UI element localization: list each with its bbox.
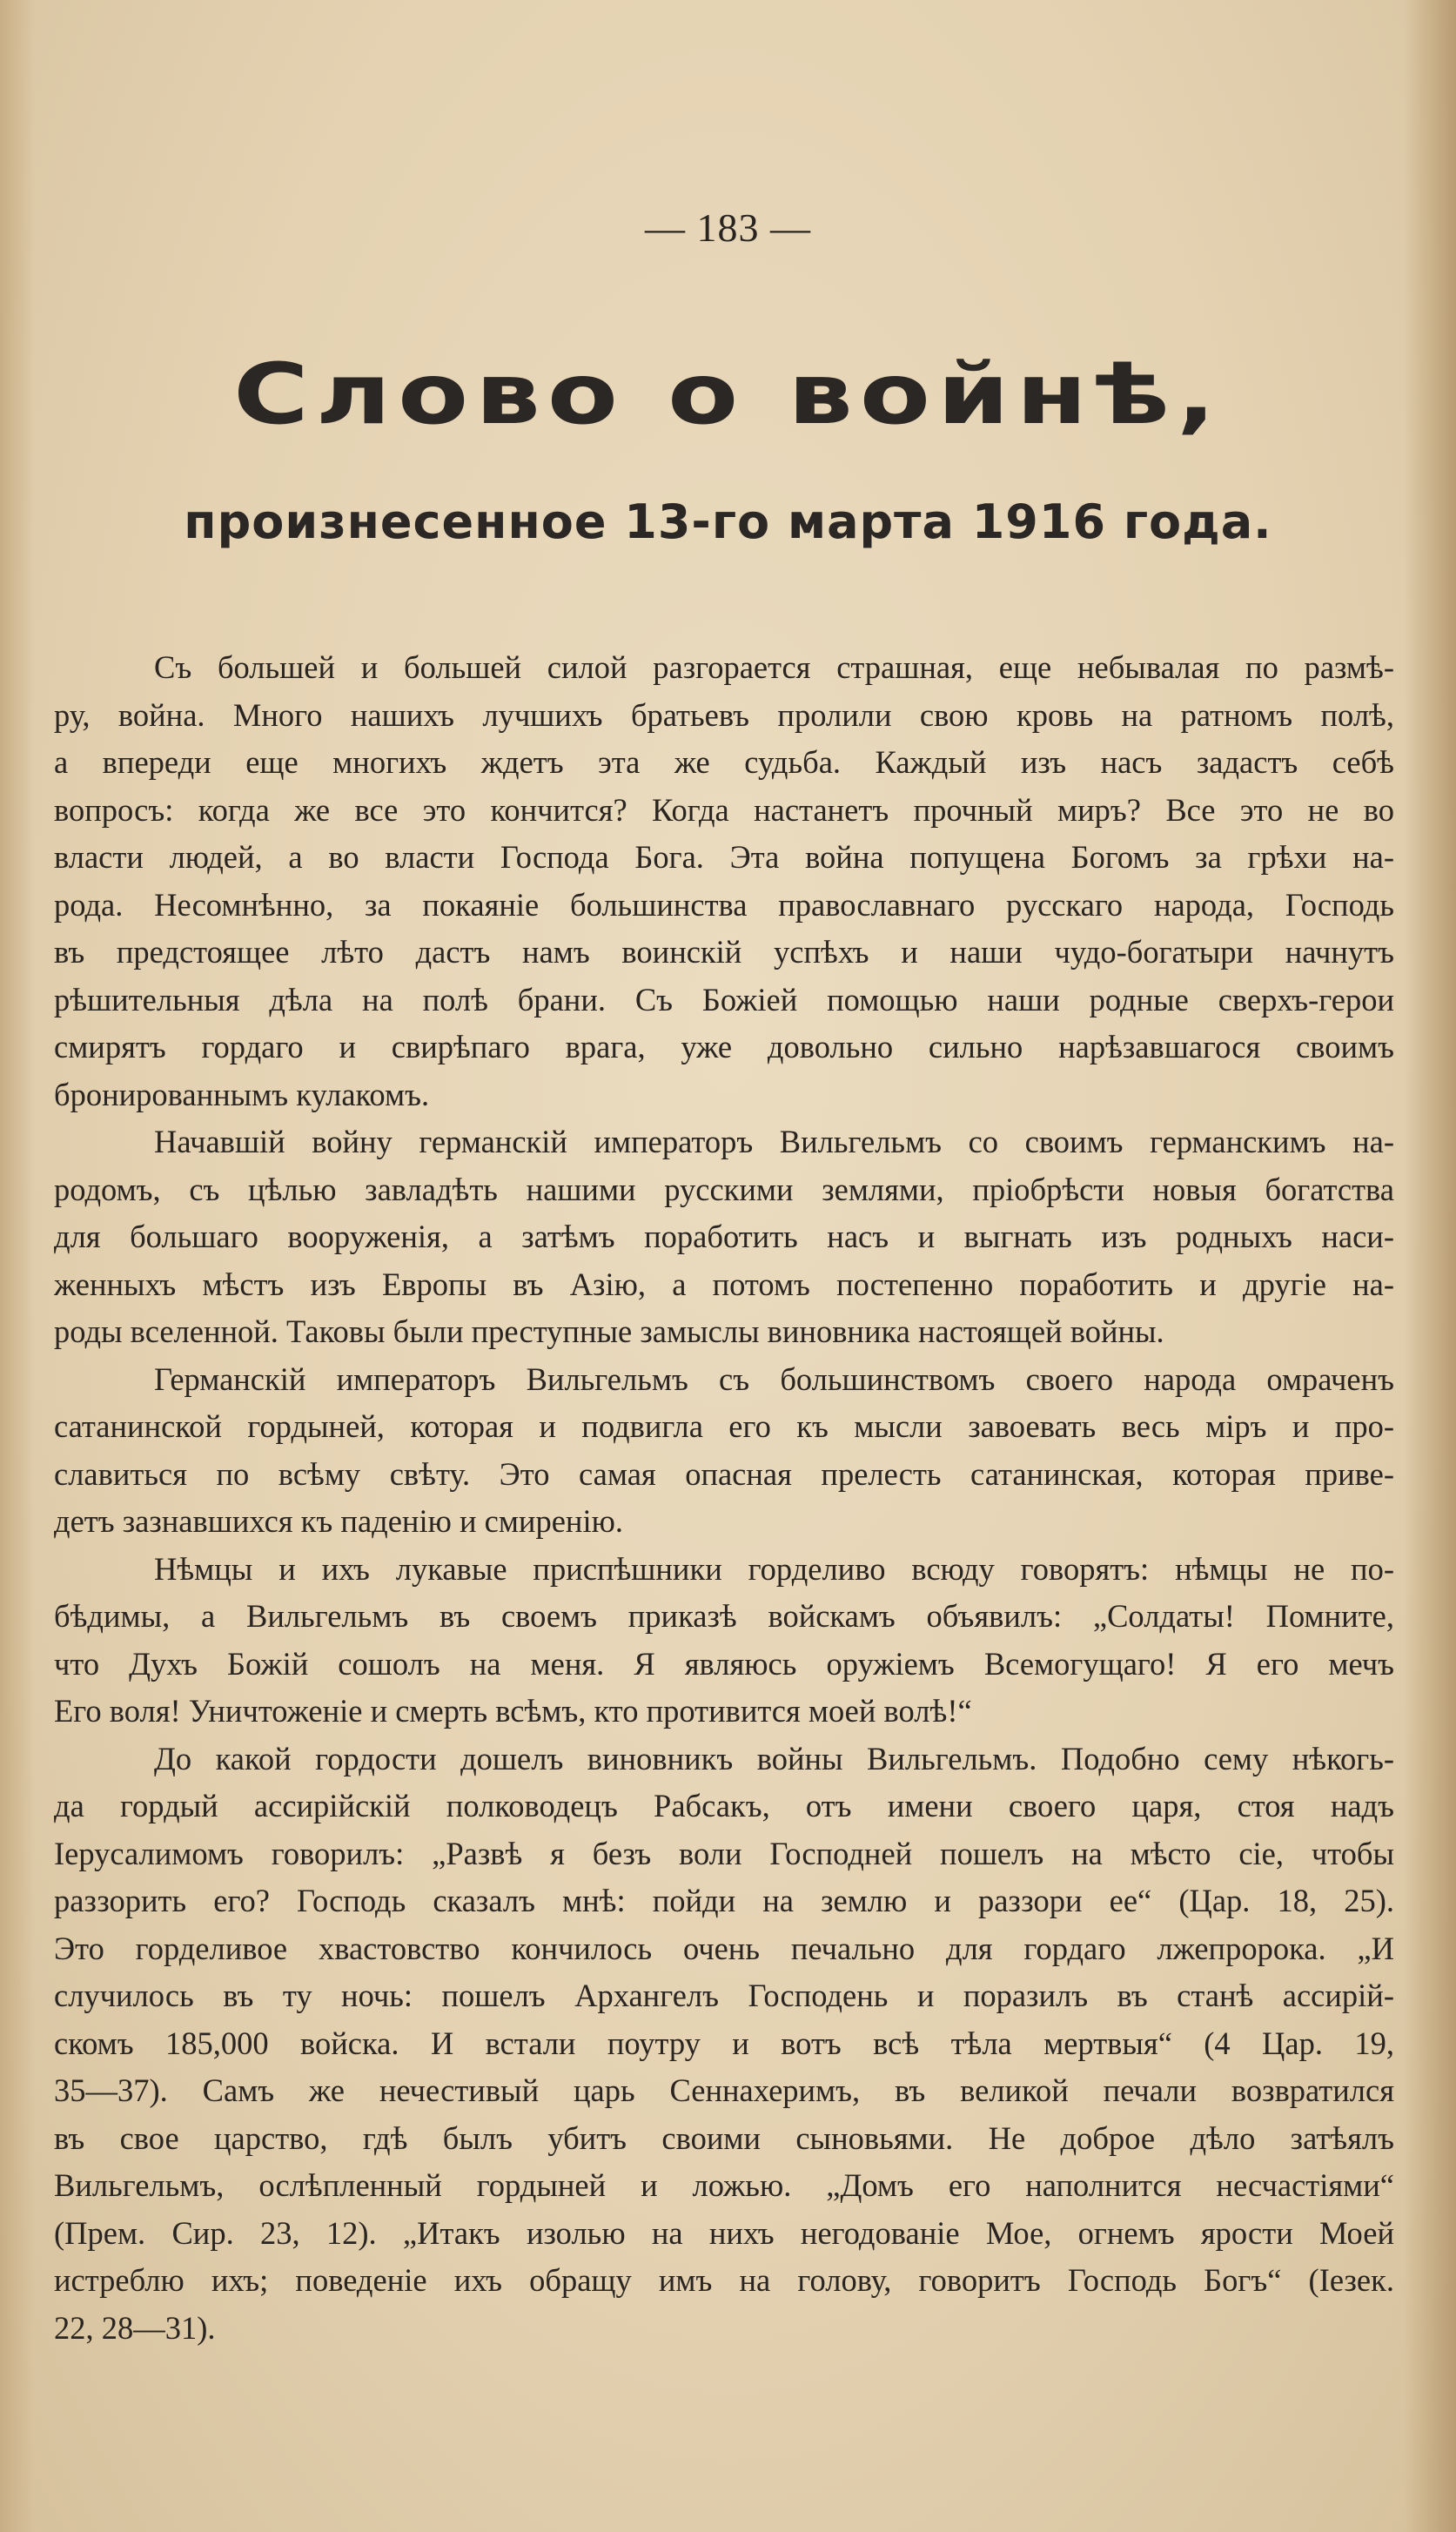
text-line: для большаго вооруженія, а затѣмъ поработить насъ и выгнать изъ родныхъ наси- [54, 1219, 1394, 1254]
text-line: да гордый ассирійскій полководецъ Рабсакъ, отъ имени своего царя, стоя надъ [54, 1788, 1394, 1823]
text-line: Іерусалимомъ говорилъ: „Развѣ я безъ воли Господней пошелъ на мѣсто сіе, чтобы [54, 1835, 1394, 1871]
paragraph-5 [54, 1736, 1394, 2353]
text-line: (Прем. Сир. 23, 12). „Итакъ изолью на нихъ негодованіе Мое, огнемъ ярости Моей [54, 2214, 1394, 2251]
paragraph-4 [54, 1546, 1394, 1736]
text-line: Его воля! Уничтоженіе и смерть всѣмъ, кто противится моей волѣ!“ [54, 1693, 972, 1729]
text-line: 22, 28—31). [54, 2309, 216, 2346]
text-line: рода. Несомнѣнно, за покаяніе большинства православнаго русскаго народа, Господь [54, 886, 1394, 923]
sermon-body [54, 644, 1394, 2352]
text-line: роды вселенной. Таковы были преступные замыслы виновника настоящей войны. [54, 1313, 1164, 1349]
text-line: До какой гордости дошелъ виновникъ войны Вильгельмъ. Подобно сему нѣкогь- [154, 1740, 1394, 1776]
text-line: Нѣмцы и ихъ лукавые приспѣшники горделиво всюду говорятъ: нѣмцы не по- [154, 1550, 1394, 1587]
text-line: вопросъ: когда же все это кончится? Когда настанетъ прочный миръ? Все это не во [54, 791, 1394, 828]
text-line: скомъ 185,000 войска. И встали поутру и вотъ всѣ тѣла мертвыя“ (4 Цар. 19, [54, 2025, 1394, 2061]
page-number: — 183 — [645, 205, 811, 250]
text-line: Начавшій войну германскій императоръ Вильгельмъ со своимъ германскимъ на- [154, 1124, 1394, 1159]
text-line: Вильгельмъ, ослѣпленный гордыней и ложью. „Домъ его наполнится несчастіями“ [54, 2167, 1394, 2203]
text-line: власти людей, а во власти Господа Бога. Эта война попущена Богомъ за грѣхи на- [54, 839, 1394, 875]
text-line: Германскій императоръ Вильгельмъ съ большинствомъ своего народа омраченъ [154, 1360, 1394, 1397]
sermon-subtitle: произнесенное 13-го марта 1916 года. [184, 494, 1272, 549]
text-line: родомъ, съ цѣлью завладѣть нашими русскими землями, пріобрѣсти новыя богатства [54, 1171, 1394, 1207]
text-line: бронированнымъ кулакомъ. [54, 1076, 430, 1112]
text-line: славиться по всѣму свѣту. Это самая опасная прелесть сатанинская, которая приве- [54, 1455, 1394, 1492]
text-line: ру, война. Много нашихъ лучшихъ братьевъ пролили свою кровь на ратномъ полѣ, [54, 696, 1394, 733]
text-line: смирятъ гордаго и свирѣпаго врага, уже довольно сильно нарѣзавшагося своимъ [54, 1029, 1394, 1065]
sermon-title: Слово о войнѣ, [233, 344, 1223, 443]
text-line: женныхъ мѣстъ изъ Европы въ Азію, а потомъ постепенно поработить и другіе на- [54, 1266, 1394, 1302]
text-line: Съ большей и большей силой разгорается страшная, еще небывалая по размѣ- [154, 649, 1394, 685]
paragraph-2 [54, 1118, 1394, 1356]
text-line: сатанинской гордыней, которая и подвигла его къ мысли завоевать весь міръ и про- [54, 1408, 1394, 1444]
text-line: что Духъ Божій сошолъ на меня. Я являюсь оружіемъ Всемогущаго! Я его мечъ [54, 1645, 1394, 1682]
text-line: истреблю ихъ; поведеніе ихъ обращу имъ на голову, говоритъ Господь Богъ“ (Іезек. [54, 2262, 1394, 2298]
text-line: раззорить его? Господь сказалъ мнѣ: пойди на землю и раззори ее“ (Цар. 18, 25). [54, 1883, 1394, 1918]
text-line: рѣшительныя дѣла на полѣ брани. Съ Божіей помощью наши родные сверхъ-герои [54, 981, 1394, 1018]
text-line: а впереди еще многихъ ждетъ эта же судьба. Каждый изъ насъ задастъ себѣ [54, 744, 1394, 780]
text-line: въ свое царство, гдѣ былъ убитъ своими сыновьями. Не доброе дѣло затѣялъ [54, 2119, 1394, 2156]
text-line: случилось въ ту ночь: пошелъ Архангелъ Господень и поразилъ въ станѣ ассирій- [54, 1978, 1394, 2013]
paragraph-3 [54, 1356, 1394, 1546]
text-line: детъ зазнавшихся къ паденію и смиренію. [54, 1503, 623, 1539]
text-line: 35—37). Самъ же нечестивый царь Сеннахеримъ, въ великой печали возвратился [54, 2072, 1394, 2108]
text-line: бѣдимы, а Вильгельмъ въ своемъ приказѣ войскамъ объявилъ: „Солдаты! Помните, [54, 1598, 1394, 1634]
text-line: Это горделивое хвастовство кончилось очень печально для гордаго лжепророка. „И [54, 1930, 1394, 1966]
paragraph-1 [54, 644, 1394, 1118]
text-line: въ предстоящее лѣто дастъ намъ воинскій успѣхъ и наши чудо-богатыри начнутъ [54, 934, 1394, 970]
